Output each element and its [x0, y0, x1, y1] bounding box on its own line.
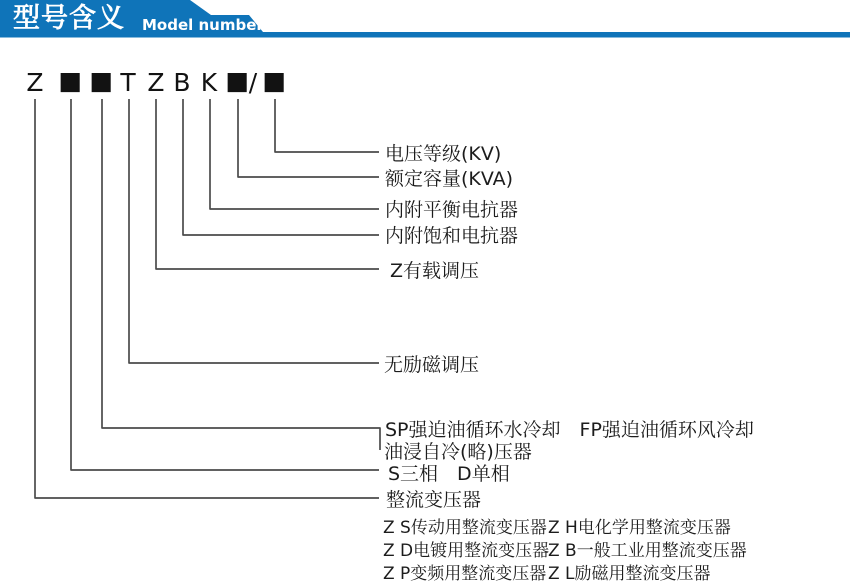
example-model-general-industry: Z B一般工业用整流变压器: [548, 541, 747, 561]
label-balance-reactor: 内附平衡电抗器: [385, 199, 519, 221]
model-code-char-b: B: [173, 68, 191, 97]
model-code-char-z2: Z: [147, 68, 165, 97]
example-model-electrochemical: Z H电化学用整流变压器: [548, 518, 731, 538]
model-code-square-3: ■: [225, 66, 249, 95]
model-code-char-k: K: [200, 68, 218, 97]
model-code-square-4: ■: [262, 66, 286, 95]
connector-rated-capacity-line: [238, 99, 379, 177]
label-no-excitation-regulation: 无励磁调压: [384, 354, 480, 376]
connector-cooling-line: [102, 99, 380, 450]
label-on-load-regulation: Z有载调压: [390, 260, 480, 282]
label-voltage-level: 电压等级(KV): [385, 143, 502, 165]
model-code-slash: /: [248, 68, 258, 97]
page-title: 型号含义: [13, 3, 125, 34]
example-model-drive: Z S传动用整流变压器: [383, 518, 547, 538]
banner-shape: [0, 0, 850, 40]
connector-rectifier-line: [35, 99, 379, 498]
label-phase: S三相 D单相: [388, 463, 510, 485]
label-forced-cooling: SP强迫油循环水冷却 FP强迫油循环风冷却: [385, 419, 754, 441]
model-code-char-z1: Z: [26, 68, 44, 97]
connector-no-excitation-line: [129, 99, 379, 363]
page-subtitle: Model number: [142, 16, 264, 34]
banner-ribbon-polygon: [0, 0, 850, 38]
connector-balance-reactor-line: [210, 99, 379, 209]
model-code-square-1: ■: [58, 66, 82, 95]
label-rated-capacity: 额定容量(KVA): [385, 168, 514, 190]
example-model-frequency: Z P变频用整流变压器: [383, 564, 547, 584]
label-rectifier-transformer: 整流变压器: [386, 489, 482, 511]
example-model-excitation: Z L励磁用整流变压器: [548, 564, 711, 584]
connector-on-load-regulation-line: [156, 99, 379, 269]
model-code-char-t: T: [120, 68, 136, 97]
connector-phase-line: [71, 99, 379, 470]
label-saturation-reactor: 内附饱和电抗器: [385, 225, 519, 247]
model-code-square-2: ■: [89, 66, 113, 95]
label-self-cooling: 油浸自冷(略)压器: [384, 441, 532, 463]
connector-voltage-level-line: [275, 99, 379, 152]
example-model-electroplating: Z D电镀用整流变压器: [383, 541, 550, 561]
connector-saturation-reactor-line: [183, 99, 379, 235]
